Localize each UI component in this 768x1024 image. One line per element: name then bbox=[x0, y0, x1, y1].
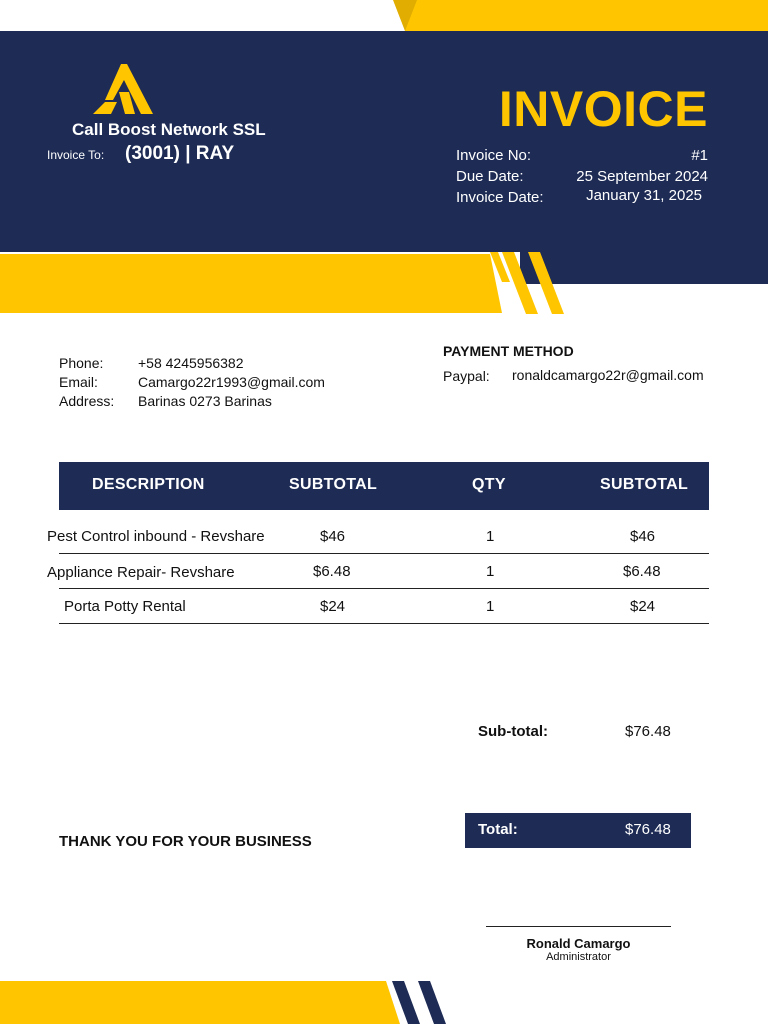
table-cell-qty: 1 bbox=[486, 563, 495, 580]
table-cell-subtotal: $6.48 bbox=[623, 563, 661, 580]
due-date-label: Due Date: bbox=[456, 168, 524, 185]
footer-stripe bbox=[392, 981, 420, 1024]
footer-stripe bbox=[418, 981, 446, 1024]
due-date-value: 25 September 2024 bbox=[576, 168, 708, 185]
table-cell-price: $6.48 bbox=[313, 563, 351, 580]
column-header-description: DESCRIPTION bbox=[92, 476, 205, 493]
invoice-to-label: Invoice To: bbox=[47, 148, 105, 162]
invoice-title: INVOICE bbox=[498, 81, 708, 137]
top-accent-bar bbox=[405, 0, 768, 31]
phone-value: +58 4245956382 bbox=[138, 355, 244, 371]
invoice-date-value: January 31, 2025 bbox=[586, 187, 702, 204]
address-label: Address: bbox=[59, 393, 115, 409]
invoice-number-value: #1 bbox=[691, 147, 708, 164]
total-value: $76.48 bbox=[625, 821, 671, 838]
table-cell-qty: 1 bbox=[486, 528, 495, 545]
company-name: Call Boost Network SSL bbox=[72, 120, 266, 139]
table-cell-price: $24 bbox=[320, 598, 346, 615]
row-divider bbox=[59, 588, 709, 589]
signer-name: Ronald Camargo bbox=[526, 936, 631, 951]
row-divider bbox=[59, 553, 709, 554]
invoice-to-value: (3001) | RAY bbox=[125, 143, 235, 164]
column-header-subtotal: SUBTOTAL bbox=[289, 476, 378, 493]
top-accent-triangle bbox=[393, 0, 417, 31]
invoice-date-label: Invoice Date: bbox=[456, 189, 544, 206]
table-cell-qty: 1 bbox=[486, 598, 495, 615]
company-logo-icon bbox=[91, 62, 155, 116]
header-yellow-band bbox=[0, 254, 502, 313]
row-divider bbox=[59, 623, 709, 624]
table-cell-subtotal: $46 bbox=[630, 528, 656, 545]
email-value: Camargo22r1993@gmail.com bbox=[138, 374, 325, 390]
signature-line bbox=[486, 926, 671, 927]
payment-method-heading: PAYMENT METHOD bbox=[443, 343, 574, 359]
footer-stripes bbox=[388, 981, 468, 1024]
footer-yellow-band bbox=[0, 981, 400, 1024]
table-cell-description: Porta Potty Rental bbox=[64, 598, 186, 615]
email-label: Email: bbox=[59, 374, 98, 390]
total-label: Total: bbox=[478, 821, 518, 838]
table-cell-description: Appliance Repair- Revshare bbox=[47, 564, 235, 581]
invoice-number-label: Invoice No: bbox=[456, 147, 532, 164]
column-header-qty: QTY bbox=[472, 476, 506, 493]
column-header-subtotal: SUBTOTAL bbox=[600, 476, 689, 493]
header-stripes bbox=[486, 252, 570, 314]
signer-title: Administrator bbox=[546, 951, 611, 963]
thank-you-message: THANK YOU FOR YOUR BUSINESS bbox=[59, 833, 312, 850]
table-cell-price: $46 bbox=[320, 528, 346, 545]
paypal-value: ronaldcamargo22r@gmail.com bbox=[512, 367, 704, 383]
subtotal-label: Sub-total: bbox=[478, 723, 548, 740]
paypal-label: Paypal: bbox=[443, 368, 490, 384]
phone-label: Phone: bbox=[59, 355, 104, 371]
table-cell-description: Pest Control inbound - Revshare bbox=[47, 528, 265, 545]
address-value: Barinas 0273 Barinas bbox=[138, 393, 272, 409]
subtotal-value: $76.48 bbox=[625, 723, 671, 740]
table-cell-subtotal: $24 bbox=[630, 598, 656, 615]
